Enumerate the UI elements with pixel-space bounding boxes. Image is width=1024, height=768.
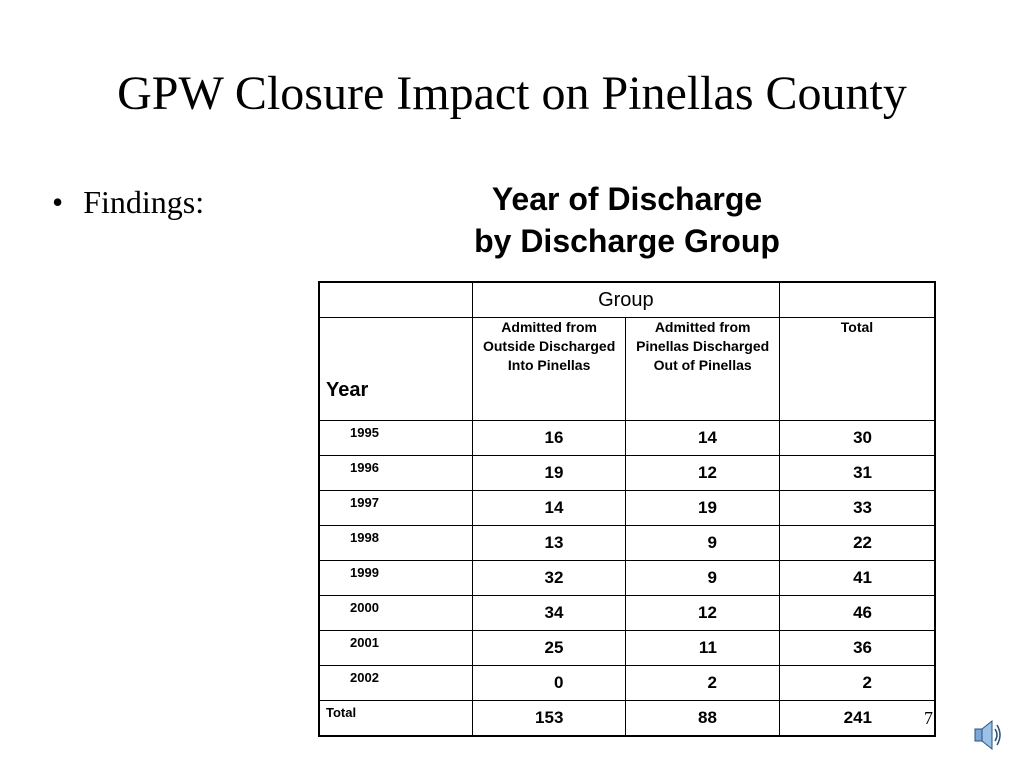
value-cell: 12	[626, 456, 780, 491]
column-header: Admitted from Pinellas Discharged Out of Pinellas	[626, 318, 780, 421]
table-row	[319, 526, 935, 561]
total-cell: 2	[779, 666, 935, 701]
header-empty-cell	[779, 282, 935, 318]
page-number: 7	[924, 708, 933, 728]
totals-value: 241	[779, 701, 935, 737]
totals-value: 153	[472, 701, 626, 737]
column-header: Total	[779, 318, 935, 421]
value-cell: 14	[472, 491, 626, 526]
totals-value: 88	[626, 701, 780, 737]
value-cell: 19	[626, 491, 780, 526]
table-row	[319, 561, 935, 596]
value-cell: 9	[626, 561, 780, 596]
table-subheader-row	[319, 318, 935, 421]
table-row	[319, 666, 935, 701]
total-cell: 46	[779, 596, 935, 631]
value-cell: 32	[472, 561, 626, 596]
table-body	[319, 421, 935, 701]
total-cell: 41	[779, 561, 935, 596]
group-header: Group	[472, 282, 779, 318]
totals-row	[319, 701, 935, 737]
year-cell: 2002	[319, 666, 472, 701]
value-cell: 9	[626, 526, 780, 561]
value-cell: 16	[472, 421, 626, 456]
column-header: Admitted from Outside Discharged Into Pinellas	[472, 318, 626, 421]
total-cell: 36	[779, 631, 935, 666]
total-cell: 33	[779, 491, 935, 526]
year-header: Year	[319, 318, 472, 421]
slide-title: GPW Closure Impact on Pinellas County	[117, 67, 907, 120]
year-cell: 1995	[319, 421, 472, 456]
table-row	[319, 491, 935, 526]
value-cell: 11	[626, 631, 780, 666]
bullet-dot: •	[52, 184, 64, 220]
value-cell: 25	[472, 631, 626, 666]
totals-label: Total	[319, 701, 472, 737]
total-cell: 31	[779, 456, 935, 491]
value-cell: 19	[472, 456, 626, 491]
table-row	[319, 421, 935, 456]
year-cell: 1999	[319, 561, 472, 596]
speaker-icon[interactable]	[974, 718, 1002, 752]
table-title-line2: by Discharge Group	[474, 223, 780, 259]
year-cell: 2000	[319, 596, 472, 631]
table-row	[319, 596, 935, 631]
table-title	[410, 178, 844, 262]
year-cell: 1998	[319, 526, 472, 561]
value-cell: 34	[472, 596, 626, 631]
bullet-text: Findings:	[83, 184, 205, 220]
value-cell: 14	[626, 421, 780, 456]
total-cell: 30	[779, 421, 935, 456]
table-header-row	[319, 282, 935, 318]
year-cell: 1996	[319, 456, 472, 491]
table-row	[319, 456, 935, 491]
value-cell: 2	[626, 666, 780, 701]
table-row	[319, 631, 935, 666]
header-empty-cell	[319, 282, 472, 318]
year-cell: 2001	[319, 631, 472, 666]
discharge-table	[318, 281, 936, 737]
total-cell: 22	[779, 526, 935, 561]
value-cell: 0	[472, 666, 626, 701]
table-title-line1: Year of Discharge	[491, 181, 763, 217]
year-cell: 1997	[319, 491, 472, 526]
value-cell: 13	[472, 526, 626, 561]
bullet-findings	[52, 180, 204, 224]
value-cell: 12	[626, 596, 780, 631]
